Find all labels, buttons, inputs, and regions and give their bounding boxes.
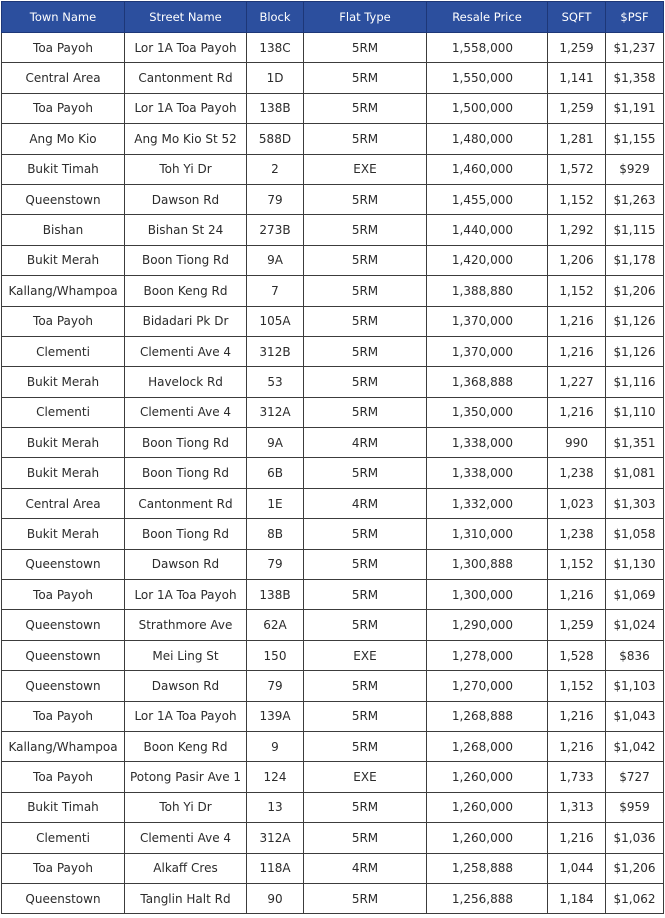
sqft-cell: 990 — [548, 428, 606, 458]
block-cell: 118A — [247, 853, 304, 883]
flat-type-cell: 5RM — [304, 245, 427, 275]
flat-type-cell: 5RM — [304, 397, 427, 427]
table-row — [2, 640, 664, 670]
table-row — [2, 823, 664, 853]
sqft-cell: 1,216 — [548, 823, 606, 853]
sqft-cell: 1,044 — [548, 853, 606, 883]
town-name-cell: Toa Payoh — [2, 580, 125, 610]
town-name-cell: Bukit Timah — [2, 792, 125, 822]
psf-cell: $1,351 — [606, 428, 664, 458]
sqft-cell: 1,152 — [548, 276, 606, 306]
street-name-cell: Clementi Ave 4 — [125, 336, 247, 366]
resale-price-cell: 1,370,000 — [427, 336, 548, 366]
block-cell: 150 — [247, 640, 304, 670]
resale-price-cell: 1,260,000 — [427, 762, 548, 792]
table-header — [2, 2, 664, 33]
flat-type-cell: 5RM — [304, 306, 427, 336]
town-name-cell: Bukit Merah — [2, 458, 125, 488]
flat-type-cell: 5RM — [304, 610, 427, 640]
block-cell: 312A — [247, 823, 304, 853]
table-row — [2, 701, 664, 731]
street-name-cell: Cantonment Rd — [125, 63, 247, 93]
town-name-cell: Toa Payoh — [2, 306, 125, 336]
street-name-cell: Boon Tiong Rd — [125, 245, 247, 275]
block-cell: 588D — [247, 124, 304, 154]
resale-price-cell: 1,256,888 — [427, 883, 548, 913]
table-row — [2, 215, 664, 245]
street-name-cell: Clementi Ave 4 — [125, 823, 247, 853]
town-name-cell: Central Area — [2, 63, 125, 93]
table-row — [2, 306, 664, 336]
town-name-cell: Queenstown — [2, 671, 125, 701]
psf-cell: $1,130 — [606, 549, 664, 579]
street-name-cell: Boon Tiong Rd — [125, 428, 247, 458]
sqft-cell: 1,216 — [548, 731, 606, 761]
table-row — [2, 124, 664, 154]
sqft-cell: 1,216 — [548, 336, 606, 366]
psf-cell: $1,110 — [606, 397, 664, 427]
psf-cell: $1,081 — [606, 458, 664, 488]
column-header-block: Block — [247, 2, 304, 33]
street-name-cell: Boon Keng Rd — [125, 731, 247, 761]
block-cell: 53 — [247, 367, 304, 397]
block-cell: 312A — [247, 397, 304, 427]
sqft-cell: 1,206 — [548, 245, 606, 275]
psf-cell: $1,126 — [606, 336, 664, 366]
table-row — [2, 853, 664, 883]
town-name-cell: Queenstown — [2, 549, 125, 579]
street-name-cell: Strathmore Ave — [125, 610, 247, 640]
psf-cell: $1,358 — [606, 63, 664, 93]
resale-price-cell: 1,370,000 — [427, 306, 548, 336]
table-row — [2, 184, 664, 214]
flat-type-cell: 5RM — [304, 124, 427, 154]
sqft-cell: 1,292 — [548, 215, 606, 245]
flat-type-cell: 4RM — [304, 488, 427, 518]
block-cell: 90 — [247, 883, 304, 913]
resale-price-cell: 1,550,000 — [427, 63, 548, 93]
street-name-cell: Lor 1A Toa Payoh — [125, 93, 247, 123]
block-cell: 124 — [247, 762, 304, 792]
flat-type-cell: 4RM — [304, 853, 427, 883]
block-cell: 273B — [247, 215, 304, 245]
flat-type-cell: 5RM — [304, 215, 427, 245]
table-row — [2, 276, 664, 306]
block-cell: 105A — [247, 306, 304, 336]
flat-type-cell: 5RM — [304, 367, 427, 397]
street-name-cell: Lor 1A Toa Payoh — [125, 701, 247, 731]
block-cell: 79 — [247, 671, 304, 701]
resale-price-cell: 1,480,000 — [427, 124, 548, 154]
town-name-cell: Queenstown — [2, 184, 125, 214]
town-name-cell: Queenstown — [2, 883, 125, 913]
psf-cell: $1,042 — [606, 731, 664, 761]
flat-type-cell: 5RM — [304, 519, 427, 549]
resale-price-cell: 1,310,000 — [427, 519, 548, 549]
table-row — [2, 610, 664, 640]
block-cell: 139A — [247, 701, 304, 731]
street-name-cell: Alkaff Cres — [125, 853, 247, 883]
table-row — [2, 883, 664, 913]
street-name-cell: Bidadari Pk Dr — [125, 306, 247, 336]
psf-cell: $1,206 — [606, 853, 664, 883]
sqft-cell: 1,259 — [548, 33, 606, 63]
sqft-cell: 1,141 — [548, 63, 606, 93]
table-row — [2, 671, 664, 701]
block-cell: 7 — [247, 276, 304, 306]
psf-cell: $727 — [606, 762, 664, 792]
town-name-cell: Toa Payoh — [2, 701, 125, 731]
flat-type-cell: 4RM — [304, 428, 427, 458]
street-name-cell: Cantonment Rd — [125, 488, 247, 518]
sqft-cell: 1,216 — [548, 701, 606, 731]
sqft-cell: 1,216 — [548, 580, 606, 610]
psf-cell: $1,115 — [606, 215, 664, 245]
sqft-cell: 1,281 — [548, 124, 606, 154]
block-cell: 312B — [247, 336, 304, 366]
flat-type-cell: 5RM — [304, 701, 427, 731]
sqft-cell: 1,227 — [548, 367, 606, 397]
resale-price-cell: 1,455,000 — [427, 184, 548, 214]
block-cell: 8B — [247, 519, 304, 549]
column-header-flat-type: Flat Type — [304, 2, 427, 33]
column-header-resale-price: Resale Price — [427, 2, 548, 33]
town-name-cell: Queenstown — [2, 610, 125, 640]
psf-cell: $836 — [606, 640, 664, 670]
resale-price-cell: 1,500,000 — [427, 93, 548, 123]
block-cell: 79 — [247, 549, 304, 579]
table-row — [2, 397, 664, 427]
table-row — [2, 33, 664, 63]
town-name-cell: Clementi — [2, 336, 125, 366]
psf-cell: $1,036 — [606, 823, 664, 853]
sqft-cell: 1,184 — [548, 883, 606, 913]
table-row — [2, 428, 664, 458]
block-cell: 1D — [247, 63, 304, 93]
psf-cell: $1,024 — [606, 610, 664, 640]
psf-cell: $1,116 — [606, 367, 664, 397]
town-name-cell: Bukit Merah — [2, 519, 125, 549]
street-name-cell: Potong Pasir Ave 1 — [125, 762, 247, 792]
flat-type-cell: 5RM — [304, 792, 427, 822]
psf-cell: $1,237 — [606, 33, 664, 63]
flat-type-cell: EXE — [304, 640, 427, 670]
sqft-cell: 1,259 — [548, 93, 606, 123]
resale-transactions-table — [1, 1, 664, 914]
town-name-cell: Ang Mo Kio — [2, 124, 125, 154]
flat-type-cell: 5RM — [304, 823, 427, 853]
town-name-cell: Bukit Merah — [2, 367, 125, 397]
street-name-cell: Lor 1A Toa Payoh — [125, 33, 247, 63]
flat-type-cell: EXE — [304, 154, 427, 184]
table-row — [2, 154, 664, 184]
sqft-cell: 1,023 — [548, 488, 606, 518]
town-name-cell: Toa Payoh — [2, 853, 125, 883]
street-name-cell: Dawson Rd — [125, 184, 247, 214]
psf-cell: $929 — [606, 154, 664, 184]
flat-type-cell: 5RM — [304, 883, 427, 913]
column-header-street-name: Street Name — [125, 2, 247, 33]
sqft-cell: 1,313 — [548, 792, 606, 822]
resale-price-cell: 1,388,880 — [427, 276, 548, 306]
resale-price-cell: 1,332,000 — [427, 488, 548, 518]
street-name-cell: Bishan St 24 — [125, 215, 247, 245]
street-name-cell: Dawson Rd — [125, 549, 247, 579]
block-cell: 9A — [247, 245, 304, 275]
flat-type-cell: 5RM — [304, 731, 427, 761]
resale-price-cell: 1,268,888 — [427, 701, 548, 731]
table-row — [2, 519, 664, 549]
block-cell: 13 — [247, 792, 304, 822]
flat-type-cell: 5RM — [304, 93, 427, 123]
table-row — [2, 549, 664, 579]
block-cell: 1E — [247, 488, 304, 518]
resale-price-cell: 1,260,000 — [427, 823, 548, 853]
psf-cell: $1,178 — [606, 245, 664, 275]
sqft-cell: 1,152 — [548, 671, 606, 701]
resale-price-cell: 1,350,000 — [427, 397, 548, 427]
resale-price-cell: 1,268,000 — [427, 731, 548, 761]
block-cell: 79 — [247, 184, 304, 214]
sqft-cell: 1,528 — [548, 640, 606, 670]
town-name-cell: Central Area — [2, 488, 125, 518]
town-name-cell: Toa Payoh — [2, 762, 125, 792]
header-row — [2, 2, 664, 33]
sqft-cell: 1,572 — [548, 154, 606, 184]
psf-cell: $1,126 — [606, 306, 664, 336]
resale-price-cell: 1,338,000 — [427, 428, 548, 458]
flat-type-cell: 5RM — [304, 580, 427, 610]
sqft-cell: 1,238 — [548, 458, 606, 488]
block-cell: 62A — [247, 610, 304, 640]
table-row — [2, 792, 664, 822]
town-name-cell: Toa Payoh — [2, 93, 125, 123]
resale-table-container — [1, 1, 663, 914]
block-cell: 2 — [247, 154, 304, 184]
street-name-cell: Boon Keng Rd — [125, 276, 247, 306]
sqft-cell: 1,152 — [548, 549, 606, 579]
psf-cell: $1,069 — [606, 580, 664, 610]
table-row — [2, 93, 664, 123]
resale-price-cell: 1,260,000 — [427, 792, 548, 822]
town-name-cell: Clementi — [2, 397, 125, 427]
town-name-cell: Bukit Timah — [2, 154, 125, 184]
table-row — [2, 245, 664, 275]
flat-type-cell: 5RM — [304, 336, 427, 366]
table-row — [2, 762, 664, 792]
resale-price-cell: 1,558,000 — [427, 33, 548, 63]
psf-cell: $1,206 — [606, 276, 664, 306]
resale-price-cell: 1,300,888 — [427, 549, 548, 579]
table-row — [2, 63, 664, 93]
street-name-cell: Ang Mo Kio St 52 — [125, 124, 247, 154]
town-name-cell: Bukit Merah — [2, 428, 125, 458]
flat-type-cell: 5RM — [304, 33, 427, 63]
table-row — [2, 731, 664, 761]
resale-price-cell: 1,460,000 — [427, 154, 548, 184]
sqft-cell: 1,216 — [548, 397, 606, 427]
table-row — [2, 336, 664, 366]
flat-type-cell: EXE — [304, 762, 427, 792]
column-header-town-name: Town Name — [2, 2, 125, 33]
block-cell: 138B — [247, 580, 304, 610]
resale-price-cell: 1,338,000 — [427, 458, 548, 488]
street-name-cell: Toh Yi Dr — [125, 792, 247, 822]
flat-type-cell: 5RM — [304, 549, 427, 579]
street-name-cell: Clementi Ave 4 — [125, 397, 247, 427]
block-cell: 6B — [247, 458, 304, 488]
resale-price-cell: 1,440,000 — [427, 215, 548, 245]
resale-price-cell: 1,278,000 — [427, 640, 548, 670]
street-name-cell: Tanglin Halt Rd — [125, 883, 247, 913]
table-row — [2, 458, 664, 488]
resale-price-cell: 1,270,000 — [427, 671, 548, 701]
sqft-cell: 1,259 — [548, 610, 606, 640]
town-name-cell: Toa Payoh — [2, 33, 125, 63]
column-header-psf: $PSF — [606, 2, 664, 33]
resale-price-cell: 1,290,000 — [427, 610, 548, 640]
psf-cell: $1,058 — [606, 519, 664, 549]
street-name-cell: Lor 1A Toa Payoh — [125, 580, 247, 610]
flat-type-cell: 5RM — [304, 276, 427, 306]
block-cell: 9A — [247, 428, 304, 458]
psf-cell: $1,103 — [606, 671, 664, 701]
column-header-sqft: SQFT — [548, 2, 606, 33]
sqft-cell: 1,152 — [548, 184, 606, 214]
resale-price-cell: 1,258,888 — [427, 853, 548, 883]
block-cell: 9 — [247, 731, 304, 761]
town-name-cell: Kallang/Whampoa — [2, 731, 125, 761]
flat-type-cell: 5RM — [304, 458, 427, 488]
town-name-cell: Kallang/Whampoa — [2, 276, 125, 306]
psf-cell: $1,263 — [606, 184, 664, 214]
flat-type-cell: 5RM — [304, 63, 427, 93]
psf-cell: $1,155 — [606, 124, 664, 154]
psf-cell: $1,062 — [606, 883, 664, 913]
resale-price-cell: 1,300,000 — [427, 580, 548, 610]
street-name-cell: Boon Tiong Rd — [125, 519, 247, 549]
block-cell: 138C — [247, 33, 304, 63]
street-name-cell: Dawson Rd — [125, 671, 247, 701]
town-name-cell: Bishan — [2, 215, 125, 245]
street-name-cell: Havelock Rd — [125, 367, 247, 397]
table-row — [2, 488, 664, 518]
street-name-cell: Mei Ling St — [125, 640, 247, 670]
table-row — [2, 367, 664, 397]
psf-cell: $1,303 — [606, 488, 664, 518]
psf-cell: $1,191 — [606, 93, 664, 123]
psf-cell: $959 — [606, 792, 664, 822]
flat-type-cell: 5RM — [304, 671, 427, 701]
sqft-cell: 1,238 — [548, 519, 606, 549]
street-name-cell: Toh Yi Dr — [125, 154, 247, 184]
block-cell: 138B — [247, 93, 304, 123]
resale-price-cell: 1,368,888 — [427, 367, 548, 397]
resale-price-cell: 1,420,000 — [427, 245, 548, 275]
flat-type-cell: 5RM — [304, 184, 427, 214]
town-name-cell: Queenstown — [2, 640, 125, 670]
sqft-cell: 1,216 — [548, 306, 606, 336]
table-body — [2, 33, 664, 914]
sqft-cell: 1,733 — [548, 762, 606, 792]
psf-cell: $1,043 — [606, 701, 664, 731]
street-name-cell: Boon Tiong Rd — [125, 458, 247, 488]
town-name-cell: Bukit Merah — [2, 245, 125, 275]
town-name-cell: Clementi — [2, 823, 125, 853]
table-row — [2, 580, 664, 610]
